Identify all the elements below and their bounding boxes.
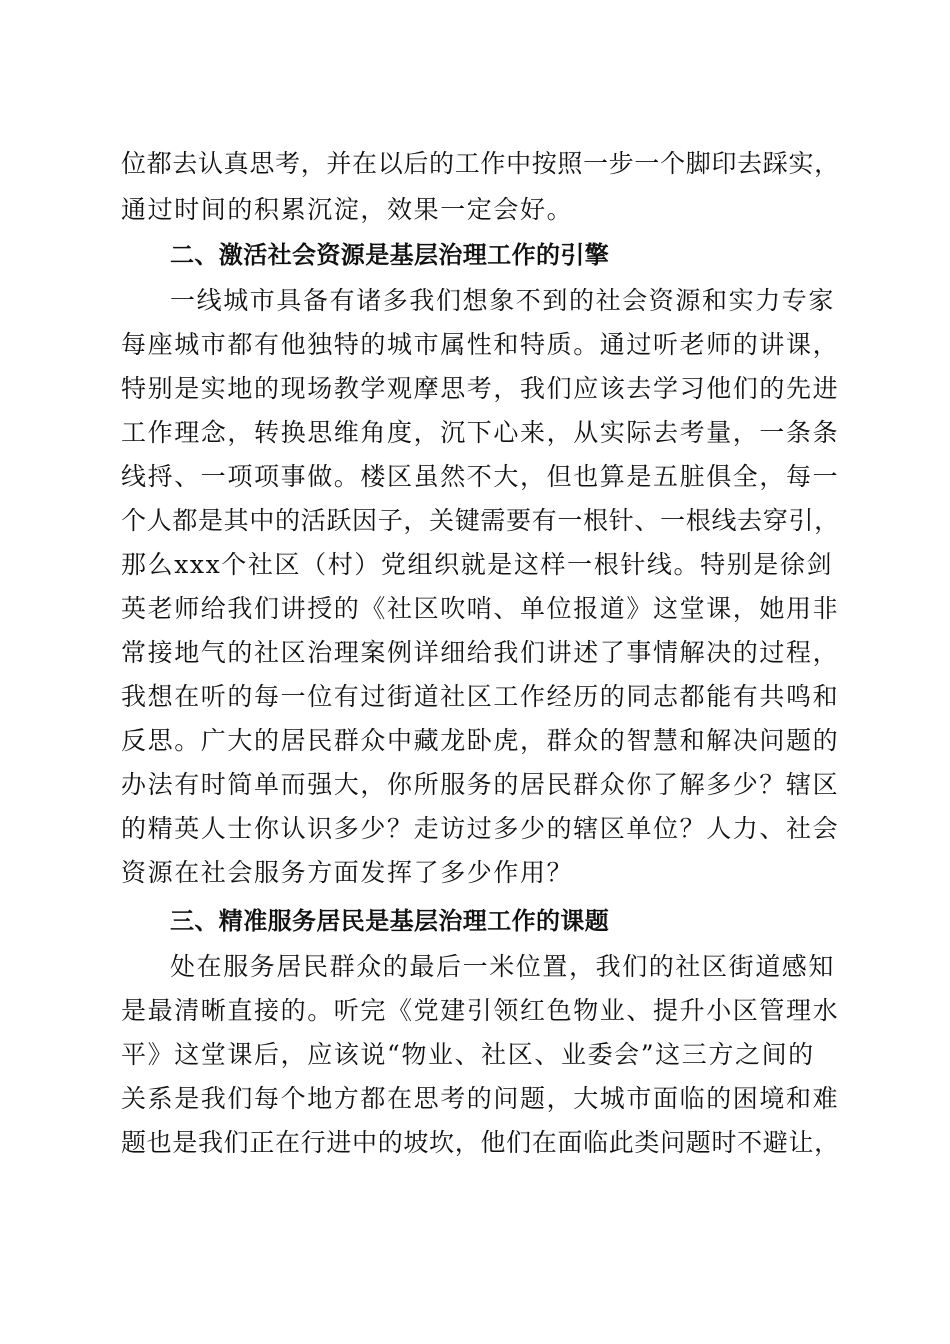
paragraph-line: 是最清晰直接的。听完《党建引领红色物业、提升小区管理水 [121,996,840,1025]
paragraph-line: 线捋、一项项事做。楼区虽然不大，但也算是五脏俱全，每一 [121,462,840,491]
paragraph-line: 关系是我们每个地方都在思考的问题，大城市面临的困境和难 [121,1084,840,1113]
paragraph-line: 办法有时简单而强大，你所服务的居民群众你了解多少？辖区 [121,770,840,799]
paragraph-line: 处在服务居民群众的最后一米位置，我们的社区街道感知 [170,952,836,981]
paragraph-line: 每座城市都有他独特的城市属性和特质。通过听老师的讲课， [121,330,840,359]
paragraph-line: 的精英人士你认识多少？走访过多少的辖区单位？人力、社会 [121,814,840,843]
paragraph-line: 平》这堂课后，应该说“物业、社区、业委会”这三方之间的 [121,1040,815,1069]
paragraph-line: 英老师给我们讲授的《社区吹哨、单位报道》这堂课，她用非 [121,594,840,623]
paragraph-line: 常接地气的社区治理案例详细给我们讲述了事情解决的过程， [121,638,840,667]
paragraph-line: 特别是实地的现场教学观摩思考，我们应该去学习他们的先进 [121,374,840,403]
paragraph-line: 通过时间的积累沉淀，效果一定会好。 [121,195,574,224]
paragraph-line: 我想在听的每一位有过街道社区工作经历的同志都能有共鸣和 [121,682,840,711]
section-heading: 三、精准服务居民是基层治理工作的课题 [170,907,610,935]
paragraph-line: 反思。广大的居民群众中藏龙卧虎，群众的智慧和解决问题的 [121,726,840,755]
paragraph-line: 题也是我们正在行进中的坡坎，他们在面临此类问题时不避让， [121,1128,840,1157]
section-heading: 二、激活社会资源是基层治理工作的引擎 [170,241,610,269]
paragraph-line: 工作理念，转换思维角度，沉下心来，从实际去考量，一条条 [121,418,840,447]
paragraph-line: 位都去认真思考，并在以后的工作中按照一步一个脚印去踩实， [121,149,840,178]
paragraph-line: 个人都是其中的活跃因子，关键需要有一根针、一根线去穿引， [121,506,840,535]
paragraph-line: 一线城市具备有诸多我们想象不到的社会资源和实力专家 [170,286,836,315]
paragraph-line: 那么xxx个社区（村）党组织就是这样一根针线。特别是徐剑 [121,550,834,579]
paragraph-line: 资源在社会服务方面发挥了多少作用？ [121,858,574,887]
